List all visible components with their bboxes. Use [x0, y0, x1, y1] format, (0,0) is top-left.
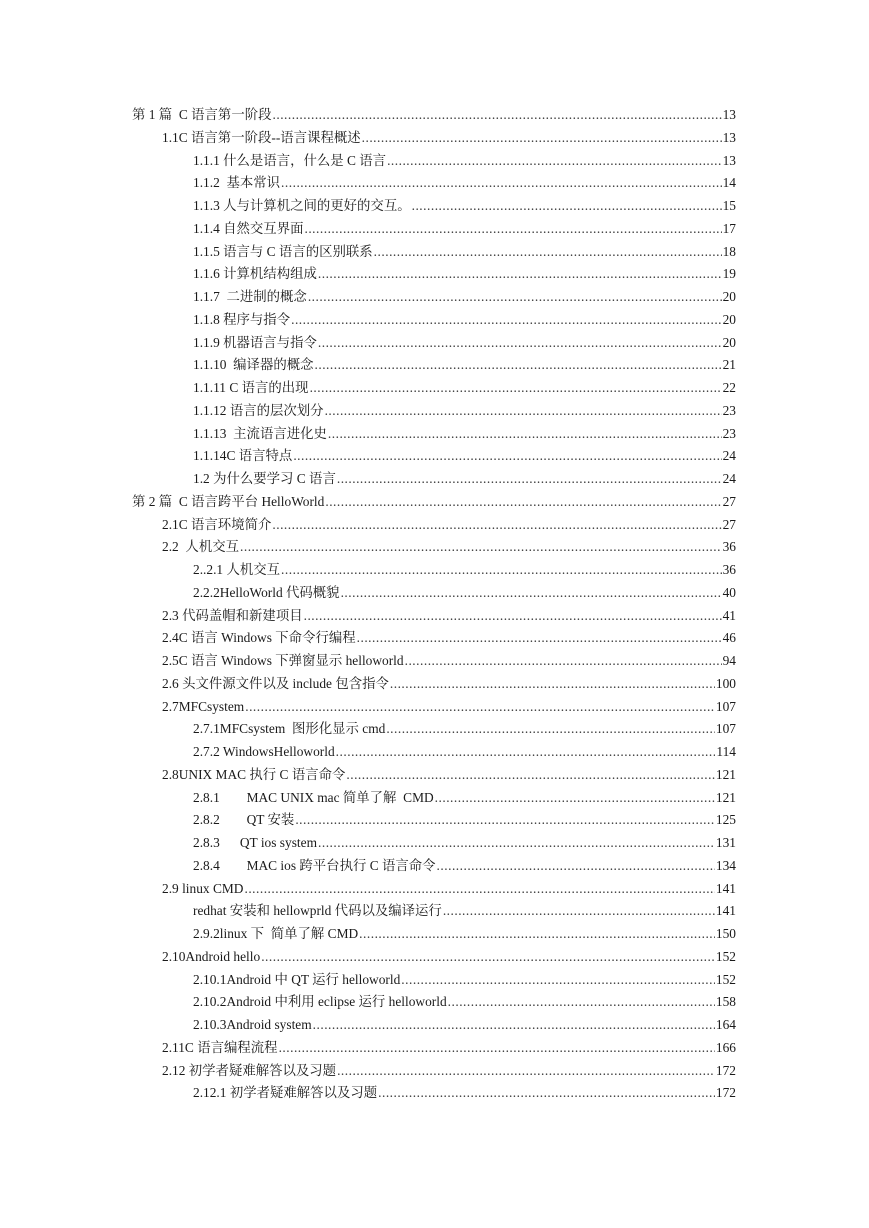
toc-entry[interactable] [193, 309, 869, 332]
toc-entry[interactable] [193, 400, 869, 423]
toc-entry-title: 2.8.3 QT ios system [193, 835, 317, 850]
toc-dot-leader [304, 605, 722, 628]
toc-entry-title: 2.12 初学者疑难解答以及习题 [162, 1062, 337, 1078]
toc-entry[interactable] [193, 263, 869, 286]
toc-entry-page-number: 23 [722, 425, 736, 441]
toc-entry[interactable] [193, 559, 869, 582]
toc-dot-leader [412, 195, 722, 218]
toc-entry-title: 1.1.10 编译器的概念 [193, 357, 314, 373]
toc-entry-title: 2.9.2linux 下 简单了解 CMD [193, 926, 359, 941]
toc-dot-leader [448, 991, 715, 1014]
toc-entry-title: 2.11C 语言编程流程 [162, 1039, 278, 1055]
toc-dot-leader [295, 809, 715, 832]
toc-entry-page-number: 13 [722, 152, 736, 168]
toc-dot-leader [386, 718, 715, 741]
toc-entry[interactable] [193, 787, 869, 810]
toc-dot-leader [387, 150, 722, 173]
toc-entry[interactable] [162, 1060, 869, 1083]
toc-dot-leader [308, 286, 722, 309]
toc-entry-page-number: 46 [722, 630, 736, 646]
toc-entry-page-number: 141 [715, 880, 736, 896]
toc-entry-page-number: 131 [715, 835, 736, 850]
toc-entry-page-number: 22 [722, 380, 736, 395]
toc-dot-leader [244, 878, 714, 901]
toc-entry[interactable] [162, 946, 869, 969]
toc-entry-page-number: 15 [722, 198, 736, 213]
toc-entry-title: 2..2.1 人机交互 [193, 562, 281, 577]
toc-dot-leader [313, 1014, 715, 1037]
toc-entry[interactable] [193, 900, 869, 923]
toc-dot-leader [315, 354, 722, 377]
toc-entry-page-number: 36 [722, 562, 736, 577]
toc-entry-page-number: 152 [715, 948, 736, 964]
toc-entry[interactable] [162, 650, 869, 673]
toc-entry-title: 1.1C 语言第一阶段--语言课程概述 [162, 129, 361, 145]
toc-entry-page-number: 121 [715, 766, 736, 782]
toc-entry[interactable] [162, 673, 869, 696]
toc-entry[interactable] [193, 377, 869, 400]
table-of-contents [0, 104, 869, 1105]
toc-entry-title: 1.1.13 主流语言进化史 [193, 425, 327, 441]
toc-entry[interactable] [132, 491, 869, 514]
toc-entry-title: 2.12.1 初学者疑难解答以及习题 [193, 1085, 378, 1101]
toc-entry-title: 2.10.3Android system [193, 1017, 312, 1032]
toc-entry-title: 1.1.4 自然交互界面 [193, 220, 304, 236]
toc-dot-leader [261, 946, 715, 969]
toc-dot-leader [362, 127, 722, 150]
toc-entry[interactable] [193, 172, 869, 195]
toc-entry-page-number: 94 [722, 653, 736, 668]
toc-entry[interactable] [193, 991, 869, 1014]
toc-dot-leader [291, 309, 722, 332]
toc-entry-page-number: 172 [715, 1062, 736, 1078]
toc-entry[interactable] [162, 605, 869, 628]
toc-dot-leader [273, 104, 722, 127]
toc-entry-title: 1.1.14C 语言特点 [193, 448, 293, 464]
toc-dot-leader [318, 832, 715, 855]
toc-entry-page-number: 24 [722, 448, 736, 464]
toc-dot-leader [310, 377, 722, 400]
toc-entry-page-number: 141 [715, 903, 736, 919]
toc-entry-title: 2.10Android hello [162, 948, 261, 964]
toc-entry[interactable] [162, 514, 869, 537]
toc-dot-leader [401, 969, 715, 992]
toc-entry-title: 2.2 人机交互 [162, 539, 239, 555]
toc-entry[interactable] [193, 969, 869, 992]
toc-entry-page-number: 20 [722, 311, 736, 327]
toc-dot-leader [443, 900, 715, 923]
toc-entry[interactable] [162, 764, 869, 787]
toc-entry-page-number: 134 [715, 857, 736, 873]
toc-entry[interactable] [193, 855, 869, 878]
toc-dot-leader [437, 855, 715, 878]
toc-entry-page-number: 114 [716, 744, 736, 759]
toc-entry[interactable] [193, 218, 869, 241]
toc-entry-page-number: 21 [722, 357, 736, 373]
toc-entry-title: 1.1.7 二进制的概念 [193, 289, 307, 304]
toc-entry-page-number: 23 [722, 402, 736, 418]
toc-dot-leader [279, 1037, 715, 1060]
toc-entry[interactable] [193, 150, 869, 173]
toc-entry-page-number: 107 [715, 698, 736, 714]
toc-entry[interactable] [193, 923, 869, 946]
toc-dot-leader [346, 764, 715, 787]
toc-dot-leader [325, 491, 721, 514]
toc-entry[interactable] [193, 332, 869, 355]
toc-entry-title: redhat 安装和 hellowprld 代码以及编译运行 [193, 903, 442, 919]
toc-entry[interactable] [132, 104, 869, 127]
toc-entry[interactable] [193, 582, 869, 605]
toc-entry-page-number: 150 [715, 926, 736, 941]
toc-entry[interactable] [193, 445, 869, 468]
toc-entry[interactable] [162, 627, 869, 650]
toc-entry-page-number: 13 [722, 107, 736, 122]
toc-entry-title: 1.1.2 基本常识 [193, 175, 281, 191]
toc-entry-page-number: 100 [715, 675, 736, 691]
toc-dot-leader [318, 263, 722, 286]
toc-entry-title: 2.7.2 WindowsHelloworld [193, 744, 335, 759]
toc-dot-leader [318, 332, 722, 355]
toc-entry-page-number: 121 [715, 789, 736, 805]
toc-dot-leader [281, 559, 722, 582]
toc-entry[interactable] [193, 1082, 869, 1105]
toc-entry-title: 2.8.4 MAC ios 跨平台执行 C 语言命令 [193, 857, 436, 873]
toc-entry[interactable] [193, 468, 869, 491]
toc-entry-page-number: 19 [722, 266, 736, 282]
toc-entry-title: 2.10.1Android 中 QT 运行 helloworld [193, 971, 401, 987]
toc-entry[interactable] [193, 832, 869, 855]
toc-entry-page-number: 41 [722, 607, 736, 623]
toc-dot-leader [240, 536, 722, 559]
toc-entry-page-number: 107 [715, 721, 736, 737]
toc-dot-leader [245, 696, 715, 719]
toc-entry-title: 第 2 篇 C 语言跨平台 HelloWorld [132, 493, 325, 509]
toc-entry-title: 2.10.2Android 中利用 eclipse 运行 helloworld [193, 994, 447, 1010]
toc-entry-title: 2.3 代码盖帽和新建项目 [162, 607, 303, 623]
toc-entry-title: 1.1.11 C 语言的出现 [193, 380, 309, 395]
toc-dot-leader [357, 627, 722, 650]
toc-entry-page-number: 13 [722, 129, 736, 145]
toc-entry-title: 1.1.8 程序与指令 [193, 311, 291, 327]
toc-entry-page-number: 20 [722, 334, 736, 350]
toc-entry-title: 第 1 篇 C 语言第一阶段 [132, 107, 272, 122]
toc-dot-leader [337, 468, 722, 491]
toc-entry-title: 1.1.6 计算机结构组成 [193, 266, 317, 282]
toc-entry-title: 2.8.2 QT 安装 [193, 812, 295, 828]
toc-entry[interactable] [193, 286, 869, 309]
toc-dot-leader [328, 423, 722, 446]
toc-entry-page-number: 152 [715, 971, 736, 987]
toc-entry[interactable] [193, 241, 869, 264]
toc-entry-title: 2.4C 语言 Windows 下命令行编程 [162, 630, 356, 646]
toc-entry-title: 2.5C 语言 Windows 下弹窗显示 helloworld [162, 653, 404, 668]
toc-dot-leader [281, 172, 722, 195]
toc-entry-title: 2.9 linux CMD [162, 880, 244, 896]
toc-entry-title: 2.7MFCsystem [162, 698, 245, 714]
toc-entry-page-number: 166 [715, 1039, 736, 1055]
toc-entry-page-number: 40 [722, 584, 736, 600]
toc-dot-leader [337, 1060, 715, 1083]
toc-entry-page-number: 24 [722, 471, 736, 486]
toc-entry[interactable] [193, 354, 869, 377]
toc-dot-leader [374, 241, 722, 264]
toc-entry[interactable] [193, 718, 869, 741]
toc-dot-leader [390, 673, 715, 696]
toc-entry[interactable] [162, 1037, 869, 1060]
toc-entry-title: 1.1.9 机器语言与指令 [193, 334, 317, 350]
toc-entry[interactable] [162, 696, 869, 719]
toc-dot-leader [435, 787, 715, 810]
toc-entry-title: 1.1.12 语言的层次划分 [193, 402, 324, 418]
toc-entry[interactable] [193, 741, 869, 764]
toc-entry-page-number: 27 [722, 493, 736, 509]
toc-entry-title: 1.1.5 语言与 C 语言的区别联系 [193, 243, 373, 259]
toc-entry[interactable] [193, 423, 869, 446]
toc-dot-leader [304, 218, 721, 241]
toc-entry-page-number: 14 [722, 175, 736, 191]
toc-entry[interactable] [193, 195, 869, 218]
toc-dot-leader [405, 650, 722, 673]
toc-dot-leader [293, 445, 721, 468]
toc-entry[interactable] [162, 127, 869, 150]
toc-entry-page-number: 172 [715, 1085, 736, 1101]
toc-dot-leader [341, 582, 722, 605]
toc-entry-title: 2.1C 语言环境简介 [162, 516, 272, 532]
toc-entry-title: 2.6 头文件源文件以及 include 包含指令 [162, 675, 389, 691]
toc-entry-title: 2.8UNIX MAC 执行 C 语言命令 [162, 766, 346, 782]
toc-entry-title: 1.1.3 人与计算机之间的更好的交互。 [193, 198, 411, 213]
toc-entry-page-number: 125 [715, 812, 736, 828]
toc-entry[interactable] [193, 1014, 869, 1037]
toc-dot-leader [378, 1082, 715, 1105]
toc-entry-title: 1.2 为什么要学习 C 语言 [193, 471, 336, 486]
toc-dot-leader [272, 514, 721, 537]
toc-entry-page-number: 20 [722, 289, 736, 304]
toc-entry-page-number: 17 [722, 220, 736, 236]
toc-dot-leader [325, 400, 722, 423]
toc-dot-leader [336, 741, 716, 764]
toc-entry[interactable] [162, 536, 869, 559]
toc-entry-title: 1.1.1 什么是语言，什么是 C 语言 [193, 152, 387, 168]
toc-entry-page-number: 18 [722, 243, 736, 259]
toc-entry-page-number: 164 [715, 1017, 736, 1032]
toc-entry-title: 2.2.2HelloWorld 代码概貌 [193, 584, 340, 600]
toc-dot-leader [359, 923, 715, 946]
toc-entry-title: 2.7.1MFCsystem 图形化显示 cmd [193, 721, 386, 737]
toc-entry-title: 2.8.1 MAC UNIX mac 简单了解 CMD [193, 789, 434, 805]
toc-entry-page-number: 158 [715, 994, 736, 1010]
toc-entry[interactable] [162, 878, 869, 901]
toc-entry-page-number: 27 [722, 516, 736, 532]
toc-entry[interactable] [193, 809, 869, 832]
toc-entry-page-number: 36 [722, 539, 736, 555]
